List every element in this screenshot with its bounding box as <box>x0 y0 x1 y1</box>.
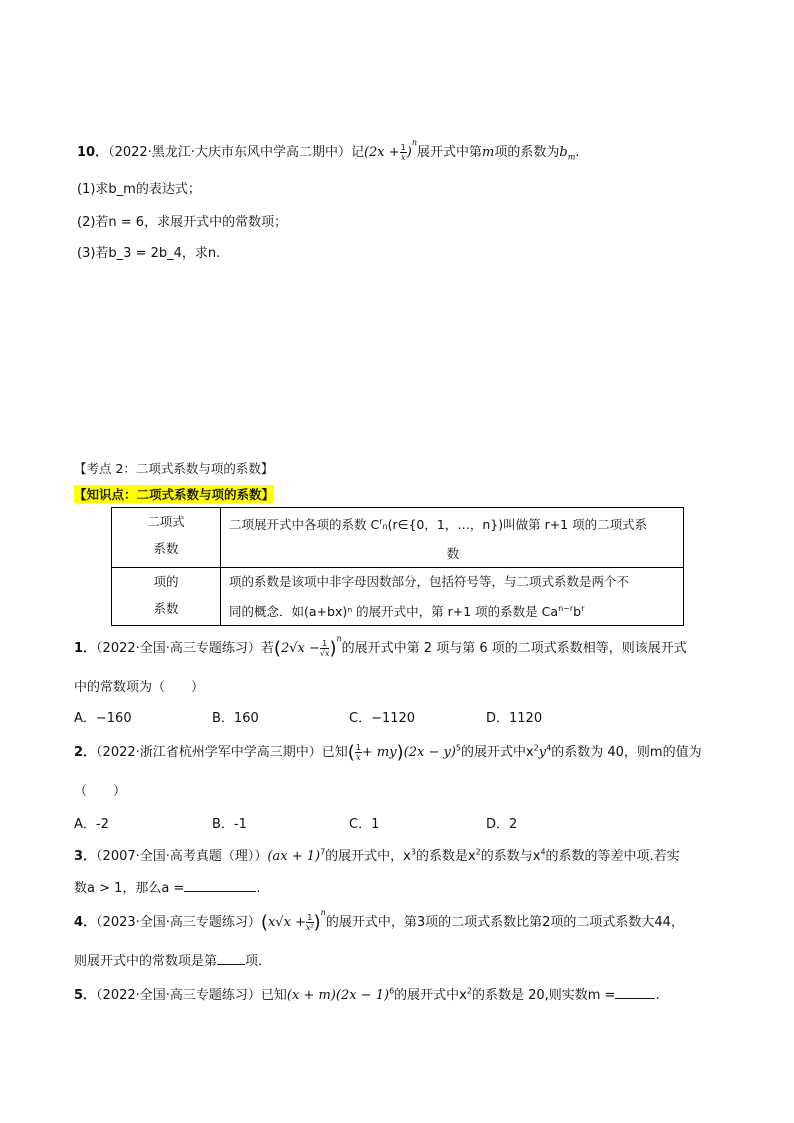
question-2-stem-line2: （ ） <box>74 784 127 799</box>
option-d[interactable]: D．2 <box>486 817 518 832</box>
question-4-stem-line2: 则展开式中的常数项是第 项． <box>74 954 272 969</box>
option-a[interactable]: A．−160 <box>74 711 132 726</box>
question-4-stem: 4．（2023·全国·高三专题练习）(x√x + $\frac{1}{\text{x²}}$ )$^n$的展开式中，第3项的二项式系数比第2项的二项式系数大44， <box>74 907 684 933</box>
option-a[interactable]: A．-2 <box>74 817 109 832</box>
question-number: 3． <box>74 849 97 864</box>
option-b[interactable]: B．-1 <box>212 817 247 832</box>
question-number: 5． <box>74 988 97 1003</box>
question-5-stem: 5．（2022·全国·高三专题练习）已知$(x + m)(2x - 1)^6$的展开式中$x^2$的系数是 20,则实数m = . <box>74 986 660 1003</box>
question-3-stem: 3．（2007·全国·高考真题（理））(ax + 1)$^7$的展开式中，$x^3$的系数是$x^2$的系数与$x^4$的系数的等差中项.若实 <box>74 847 680 864</box>
question-number: 4． <box>74 915 97 930</box>
knowledge-heading: 【知识点：二项式系数与项的系数】 <box>74 487 275 502</box>
question-source: （2022·浙江省杭州学军中学高三期中） <box>96 745 322 760</box>
answer-blank[interactable] <box>615 986 655 999</box>
question-source: （2022·全国·高三专题练习） <box>96 988 261 1003</box>
table-row <box>112 508 684 568</box>
section-heading: 【考点 2：二项式系数与项的系数】 <box>74 461 274 476</box>
row-label: 二项式 系数 <box>112 508 221 568</box>
row-description: 项的系数是该项中非字母因数部分，包括符号等，与二项式系数是两个不 同的概念．如(a+bx)ⁿ 的展开式中，第 r+1 项的系数是 $Ca^{n-r}b^r$ <box>221 568 684 626</box>
question-10-part-3: (3)若b_3 = 2b_4，求n. <box>77 246 221 261</box>
option-d[interactable]: D．1120 <box>486 711 543 726</box>
question-source: （2022·黑龙江·大庆市东风中学高二期中） <box>108 145 351 160</box>
option-c[interactable]: C．1 <box>349 817 380 832</box>
option-c[interactable]: C．−1120 <box>349 711 416 726</box>
row-label: 项的 系数 <box>112 568 221 626</box>
question-10-stem: 10．（2022·黑龙江·大庆市东风中学高二期中）记(2x + $\frac{1}{x}$ )$^n$展开式中第m项的系数为$b_m$. <box>77 137 580 162</box>
question-source: （2023·全国·高三专题练习） <box>96 915 261 930</box>
fraction: $\frac{1}{√x}$ <box>319 639 330 658</box>
question-number: 1． <box>74 641 97 656</box>
question-3-stem-line2: 数a > 1，那么a = . <box>74 881 261 896</box>
row-description: 二项展开式中各项的系数 $C^rn(r\in\{0$，1，…，n})叫做第 r+1 项的二项式系 数 <box>221 508 684 568</box>
fraction: $\frac{1}{x}$ <box>400 143 406 162</box>
question-1-stem-line2: 中的常数项为（ ） <box>74 680 205 695</box>
question-source: （2022·全国·高三专题练习） <box>96 641 261 656</box>
question-number: 10． <box>77 145 109 160</box>
table-row <box>112 568 684 626</box>
option-b[interactable]: B．160 <box>212 711 259 726</box>
fraction: $\frac{1}{\text{x²}}$ <box>305 913 314 932</box>
question-2-stem: 2．（2022·浙江省杭州学军中学高三期中）已知( $\frac{1}{x}$ + $my)(2x - y)^5$的展开式中$x^2y^4$的系数为 40，则m的值为 <box>74 742 702 763</box>
question-number: 2． <box>74 745 97 760</box>
question-1-stem: 1．（2022·全国·高三专题练习）若(2√x − $\frac{1}{√x}$ )$^n$的展开式中第 2 项与第 6 项的二项式系数相等，则该展开式 <box>74 633 687 659</box>
question-source: （2007·全国·高考真题（理）） <box>96 849 268 864</box>
fraction: $\frac{1}{x}$ <box>355 743 361 762</box>
answer-blank[interactable] <box>184 879 256 892</box>
question-10-part-1: (1)求b_m的表达式； <box>77 182 201 197</box>
question-10-part-2: (2)若n = 6，求展开式中的常数项； <box>77 215 288 230</box>
answer-blank[interactable] <box>217 952 245 965</box>
binomial-expression: (2x + <box>363 145 400 160</box>
knowledge-table <box>111 507 684 626</box>
